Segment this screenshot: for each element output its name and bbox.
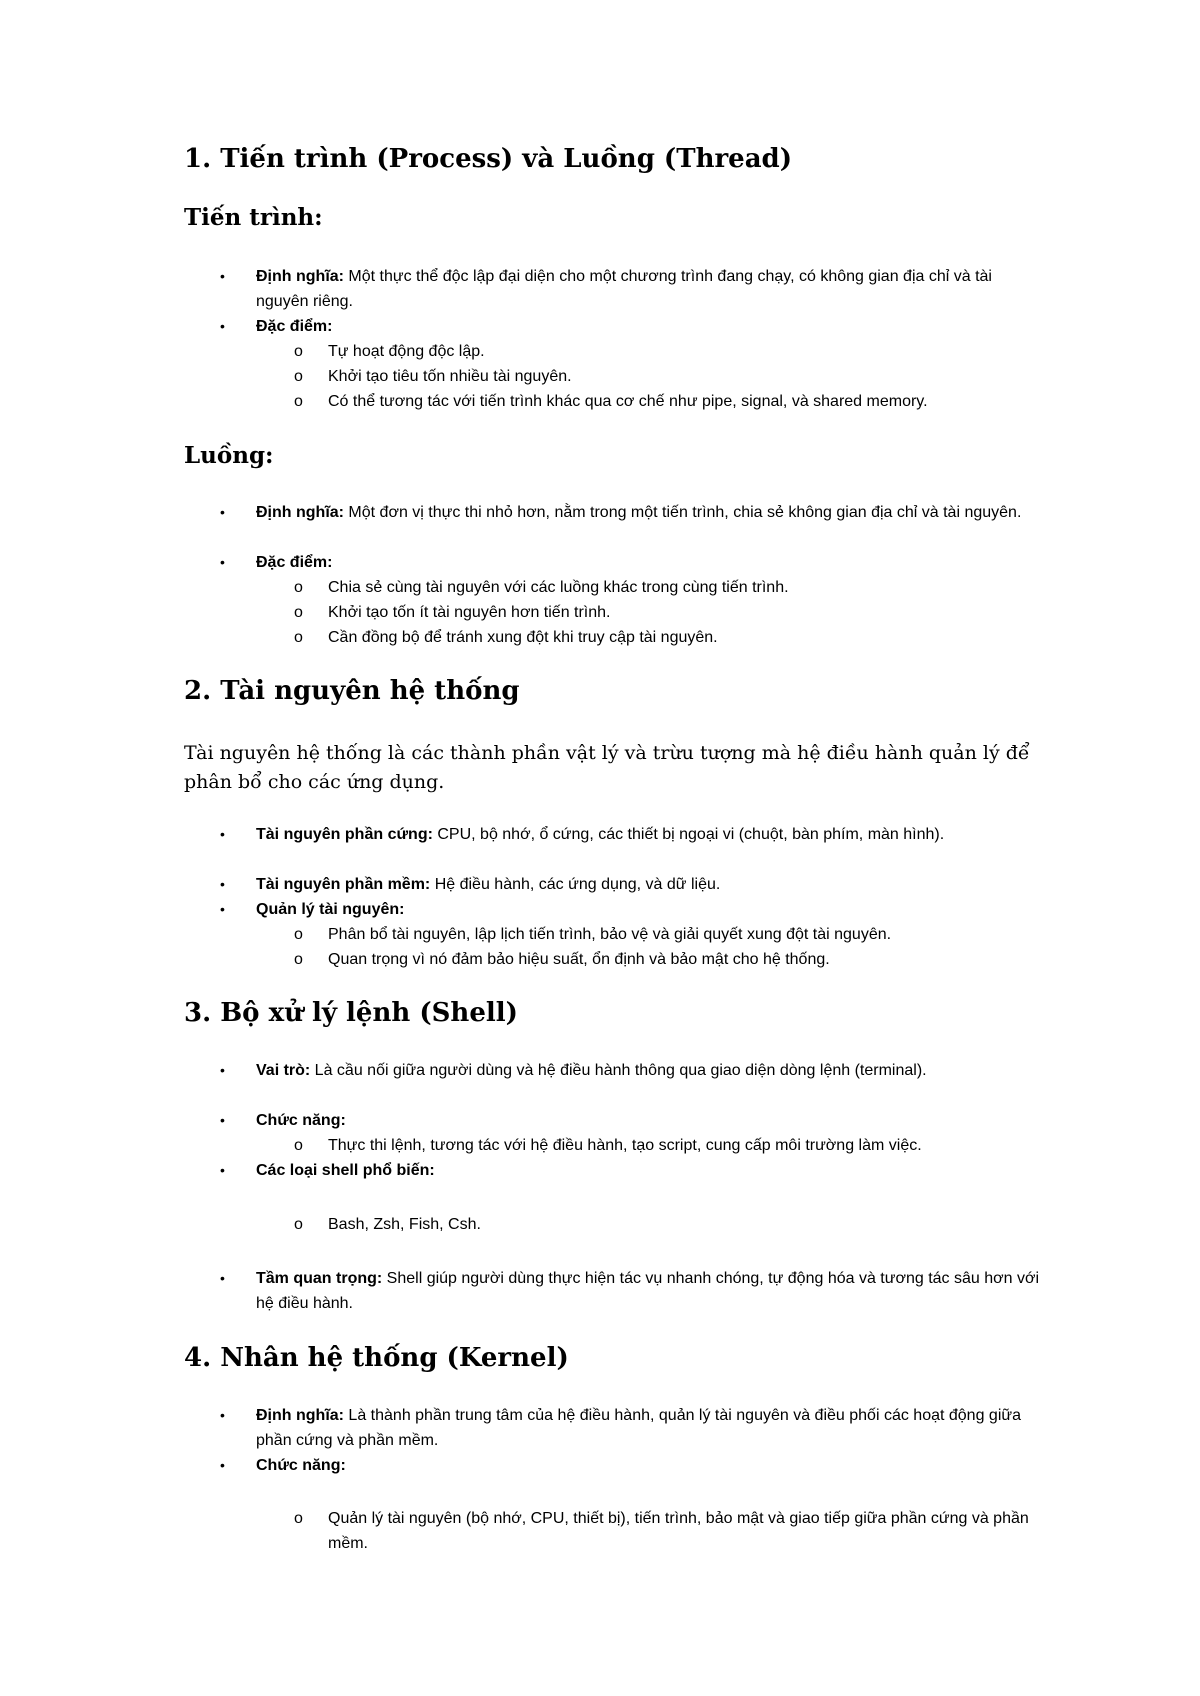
circle-marker-icon: o: [294, 1137, 303, 1154]
section-2-intro: Tài nguyên hệ thống là các thành phần vật lý và trừu tượng mà hệ điều hành quản lý để phân bổ cho các ứng dụng.: [184, 742, 1030, 793]
item-text: Một thực thể độc lập đại diện cho một chương trình đang chạy, có không gian địa chỉ và tài nguyên riêng.: [256, 268, 992, 310]
list-item: [220, 1453, 1046, 1478]
circle-marker-icon: o: [294, 343, 303, 360]
item-label: Đặc điểm:: [256, 554, 333, 571]
item-label: Quản lý tài nguyên:: [256, 901, 405, 918]
bullet-icon: •: [220, 901, 225, 917]
item-label: Chức năng:: [256, 1112, 346, 1129]
sub-list-item: [294, 1506, 1048, 1556]
item-label: Định nghĩa:: [256, 1407, 344, 1424]
bullet-icon: •: [220, 1407, 225, 1423]
circle-marker-icon: o: [294, 368, 303, 385]
list-item: [220, 314, 1046, 339]
bullet-icon: •: [220, 1062, 225, 1078]
sub-list-item: [294, 600, 1048, 625]
process-subheading: Tiến trình:: [184, 204, 323, 231]
list-item: [220, 1058, 1046, 1083]
sub-item-text: Khởi tạo tốn ít tài nguyên hơn tiến trình.: [328, 604, 611, 621]
section-3-heading: 3. Bộ xử lý lệnh (Shell): [184, 998, 518, 1028]
sub-item-text: Có thể tương tác với tiến trình khác qua cơ chế như pipe, signal, và shared memory.: [328, 393, 928, 410]
sub-list-item: [294, 625, 1048, 650]
sub-list-item: [294, 575, 1048, 600]
item-text: Là cầu nối giữa người dùng và hệ điều hành thông qua giao diện dòng lệnh (terminal).: [310, 1062, 927, 1079]
bullet-icon: •: [220, 1162, 225, 1178]
item-text: Là thành phần trung tâm của hệ điều hành, quản lý tài nguyên và điều phối các hoạt động giữa phần cứng và phần mềm.: [256, 1407, 1021, 1449]
sub-list-item: [294, 1212, 1048, 1237]
item-label: Tầm quan trọng:: [256, 1270, 383, 1287]
item-text: Một đơn vị thực thi nhỏ hơn, nằm trong một tiến trình, chia sẻ không gian địa chỉ và tài nguyên.: [343, 504, 1022, 521]
sub-list-item: [294, 389, 1048, 414]
circle-marker-icon: o: [294, 604, 303, 621]
item-text: Hệ điều hành, các ứng dụng, và dữ liệu.: [430, 876, 721, 893]
section-4-heading: 4. Nhân hệ thống (Kernel): [184, 1343, 569, 1373]
circle-marker-icon: o: [294, 629, 303, 646]
sub-item-text: Quan trọng vì nó đảm bảo hiệu suất, ổn định và bảo mật cho hệ thống.: [328, 951, 830, 968]
list-item: [220, 897, 1046, 922]
item-label: Tài nguyên phần cứng:: [256, 826, 433, 843]
list-item: [220, 264, 1046, 314]
bullet-icon: •: [220, 1457, 225, 1473]
sub-item-text: Cần đồng bộ để tránh xung đột khi truy cập tài nguyên.: [328, 629, 718, 646]
circle-marker-icon: o: [294, 393, 303, 410]
sub-list-item: [294, 339, 1048, 364]
list-item: [220, 500, 1046, 525]
item-label: Tài nguyên phần mềm:: [256, 876, 431, 893]
circle-marker-icon: o: [294, 1216, 303, 1233]
item-label: Chức năng:: [256, 1457, 346, 1474]
sub-item-text: Bash, Zsh, Fish, Csh.: [328, 1216, 481, 1233]
circle-marker-icon: o: [294, 579, 303, 596]
item-label: Vai trò:: [256, 1062, 311, 1079]
list-item: [220, 1266, 1046, 1316]
sub-item-text: Tự hoạt động độc lập.: [328, 343, 485, 360]
circle-marker-icon: o: [294, 951, 303, 968]
item-label: Đặc điểm:: [256, 318, 333, 335]
bullet-icon: •: [220, 1270, 225, 1286]
sub-list-item: [294, 1133, 1048, 1158]
bullet-icon: •: [220, 504, 225, 520]
item-label: Định nghĩa:: [256, 504, 344, 521]
bullet-icon: •: [220, 876, 225, 892]
sub-list-item: [294, 922, 1048, 947]
item-label: Các loại shell phổ biến:: [256, 1162, 435, 1179]
sub-list-item: [294, 364, 1048, 389]
sub-item-text: Thực thi lệnh, tương tác với hệ điều hành, tạo script, cung cấp môi trường làm việc.: [328, 1137, 922, 1154]
circle-marker-icon: o: [294, 1510, 303, 1527]
thread-subheading: Luồng:: [184, 442, 274, 469]
bullet-icon: •: [220, 268, 225, 284]
list-item: [220, 822, 1046, 847]
section-2-heading: 2. Tài nguyên hệ thống: [184, 676, 520, 706]
list-item: [220, 550, 1046, 575]
section-1-heading: 1. Tiến trình (Process) và Luồng (Thread): [184, 144, 793, 174]
sub-list-item: [294, 947, 1048, 972]
bullet-icon: •: [220, 826, 225, 842]
list-item: [220, 1108, 1046, 1133]
list-item: [220, 1403, 1046, 1453]
list-item: [220, 1158, 1046, 1183]
sub-item-text: Chia sẻ cùng tài nguyên với các luồng khác trong cùng tiến trình.: [328, 579, 789, 596]
list-item: [220, 872, 1046, 897]
item-text: CPU, bộ nhớ, ổ cứng, các thiết bị ngoại vi (chuột, bàn phím, màn hình).: [432, 826, 945, 843]
bullet-icon: •: [220, 554, 225, 570]
item-text: Shell giúp người dùng thực hiện tác vụ nhanh chóng, tự động hóa và tương tác sâu hơn với hệ điều hành.: [256, 1270, 1039, 1312]
sub-item-text: Phân bổ tài nguyên, lập lịch tiến trình, bảo vệ và giải quyết xung đột tài nguyên.: [328, 926, 892, 943]
bullet-icon: •: [220, 318, 225, 334]
bullet-icon: •: [220, 1112, 225, 1128]
circle-marker-icon: o: [294, 926, 303, 943]
item-label: Định nghĩa:: [256, 268, 344, 285]
sub-item-text: Khởi tạo tiêu tốn nhiều tài nguyên.: [328, 368, 572, 385]
sub-item-text: Quản lý tài nguyên (bộ nhớ, CPU, thiết bị), tiến trình, bảo mật và giao tiếp giữa phần cứng và phần mềm.: [328, 1510, 1029, 1552]
